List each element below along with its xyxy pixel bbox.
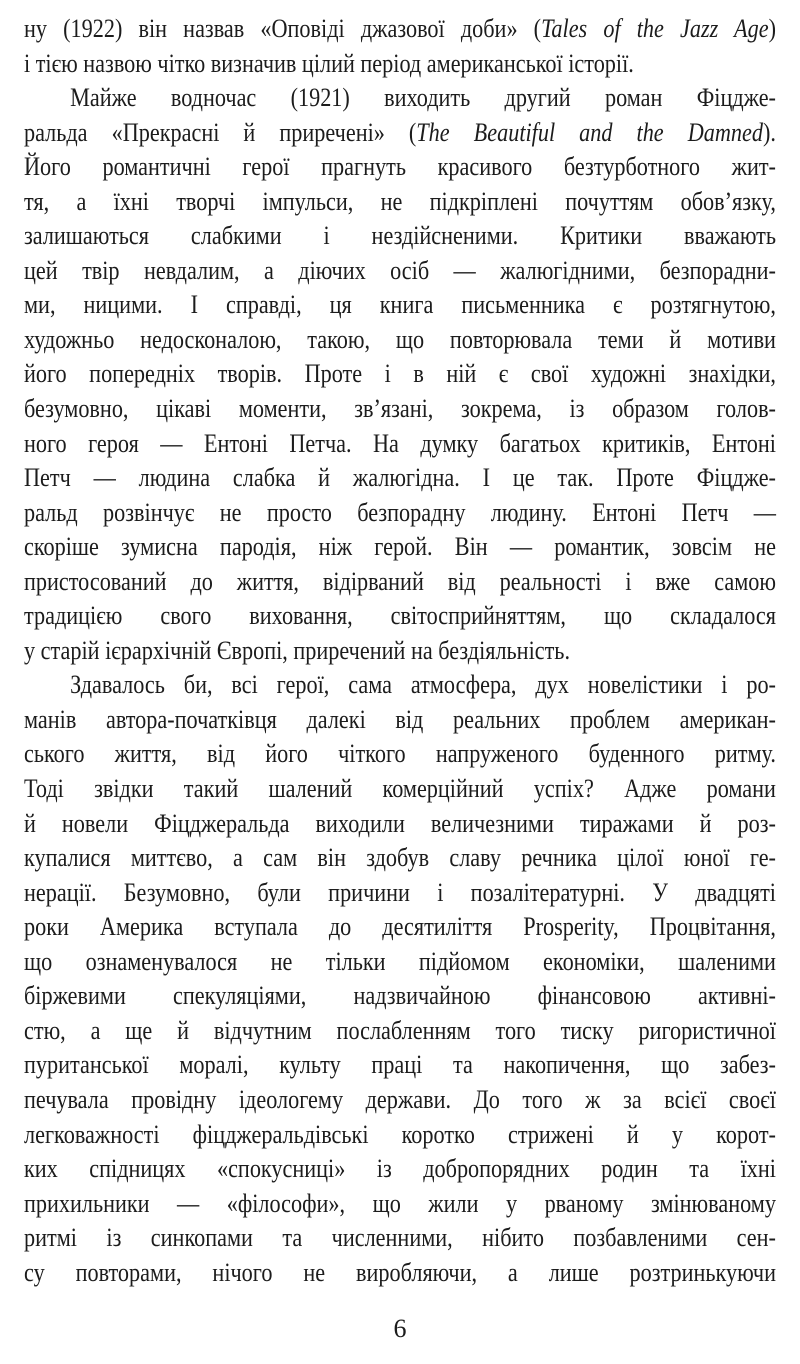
text-segment: Тоді звідки такий шалений комерційний успіх? Адже романи (24, 774, 776, 804)
text-line (24, 910, 776, 945)
text-segment: купалися миттєво, а сам він здобув славу речника цілої юної ге- (24, 843, 776, 873)
text-line (24, 12, 776, 47)
text-segment: Його романтичні герої прагнуть красивого безтурботного жит- (24, 152, 776, 182)
text-line (24, 807, 776, 842)
text-segment: ритмі із синкопами та численними, нібито позбавленими сен- (24, 1223, 776, 1253)
text-line-content (24, 979, 776, 1014)
text-line (24, 1014, 776, 1049)
text-segment: і тією назвою чітко визначив цілий період американської історії. (24, 48, 634, 78)
text-segment: ського життя, від його чіткого напруженого буденного ритму. (24, 739, 776, 769)
text-segment: пристосований до життя, відірваний від реальності і вже самою (24, 566, 776, 596)
text-segment: художньо недосконалою, такою, що повторювала теми й мотиви (24, 324, 776, 354)
text-line-content (24, 116, 776, 151)
text-line (24, 599, 776, 634)
text-line (24, 1118, 776, 1153)
text-line-content (24, 496, 776, 531)
text-line-content (24, 634, 776, 669)
text-line-content (24, 668, 776, 703)
text-segment: пуританської моралі, культу праці та накопичення, що забез- (24, 1050, 776, 1080)
text-line-content (24, 1187, 776, 1222)
text-segment: су повторами, нічого не виробляючи, а лише розтринькуючи (24, 1257, 776, 1287)
text-line-content (24, 357, 776, 392)
text-segment: ми, ницими. І справді, ця книга письменника є розтягнутою, (24, 290, 776, 320)
text-segment: легковажності фіцджеральдівські коротко стрижені й у корот- (24, 1119, 776, 1149)
text-segment: безумовно, цікаві моменти, зв’язані, зокрема, із образом голов- (24, 394, 776, 424)
text-line-content (24, 12, 776, 47)
text-segment: ральд розвінчує не просто безпорадну людину. Ентоні Петч — (24, 497, 776, 527)
text-line (24, 323, 776, 358)
text-line (24, 461, 776, 496)
text-line (24, 1221, 776, 1256)
text-line (24, 703, 776, 738)
text-line-content (24, 910, 776, 945)
body-text (24, 12, 776, 1290)
text-line-content (24, 47, 776, 82)
text-segment: біржевими спекуляціями, надзвичайною фінансовою активні- (24, 981, 776, 1011)
text-line-content (24, 288, 776, 323)
text-line (24, 116, 776, 151)
text-line-content (24, 772, 776, 807)
text-line-content (24, 254, 776, 289)
text-line-content (24, 737, 776, 772)
text-line (24, 185, 776, 220)
text-line (24, 772, 776, 807)
text-line (24, 219, 776, 254)
text-line (24, 81, 776, 116)
text-line-content (24, 392, 776, 427)
text-line-content (24, 1256, 776, 1291)
text-line (24, 496, 776, 531)
text-segment: у старій ієрархічній Європі, приречений на бездіяльність. (24, 635, 570, 665)
text-line-content (24, 1152, 776, 1187)
text-line-content (24, 703, 776, 738)
text-line (24, 979, 776, 1014)
text-segment: цей твір невдалим, а діючих осіб — жалюгідними, безпорадни- (24, 255, 776, 285)
text-line (24, 530, 776, 565)
text-line-content (24, 185, 776, 220)
text-segment: ну (1922) він назвав «Оповіді джазової доби» ( (24, 14, 542, 43)
text-line-content (24, 599, 776, 634)
text-segment: що ознаменувалося не тільки підйомом економіки, шаленими (24, 946, 776, 976)
text-segment: ного героя — Ентоні Петча. На думку багатьох критиків, Ентоні (24, 428, 776, 458)
text-line-content (24, 841, 776, 876)
text-line (24, 841, 776, 876)
text-segment: нерації. Безумовно, були причини і позалітературні. У двадцяті (24, 877, 776, 907)
text-segment: манів автора-початківця далекі від реальних проблем американ- (24, 704, 776, 734)
text-line (24, 668, 776, 703)
text-line (24, 150, 776, 185)
text-line-content (24, 1048, 776, 1083)
text-line (24, 876, 776, 911)
text-segment: скоріше зумисна пародія, ніж герой. Він — романтик, зовсім не (24, 532, 776, 562)
text-line (24, 1152, 776, 1187)
text-segment: стю, а ще й відчутним послабленням того тиску ригористичної (24, 1015, 776, 1045)
text-segment: ральда «Прекрасні й приречені» ( (24, 117, 417, 147)
text-line (24, 1187, 776, 1222)
text-line-content (24, 1014, 776, 1049)
text-segment: ких спідницях «спокусниці» із добропорядних родин та їхні (24, 1154, 776, 1184)
text-segment: ) (768, 14, 776, 43)
text-line-content (24, 219, 776, 254)
text-segment: Майже водночас (1921) виходить другий роман Фіцдже- (70, 83, 776, 113)
text-line-content (24, 1118, 776, 1153)
text-line-content (24, 1083, 776, 1118)
text-segment: залишаються слабкими і нездійсненими. Критики вважають (24, 221, 776, 251)
text-line (24, 634, 776, 669)
text-line (24, 47, 776, 82)
text-line (24, 1256, 776, 1291)
text-line (24, 357, 776, 392)
text-line (24, 945, 776, 980)
text-line-content (24, 427, 776, 462)
text-line (24, 392, 776, 427)
text-line (24, 1048, 776, 1083)
text-segment: Петч — людина слабка й жалюгідна. І це так. Проте Фіцдже- (24, 463, 776, 493)
text-line-content (24, 807, 776, 842)
italic-title: The Beautiful and the Damned (416, 117, 763, 147)
text-line (24, 737, 776, 772)
text-segment: його попередніх творів. Проте і в ній є свої художні знахідки, (24, 359, 776, 389)
text-segment: традицією свого виховання, світосприйняттям, що складалося (24, 601, 776, 631)
text-line-content (24, 323, 776, 358)
italic-title: Tales of the Jazz Age (541, 14, 769, 43)
text-line (24, 1083, 776, 1118)
text-line (24, 427, 776, 462)
text-line-content (24, 81, 776, 116)
text-line-content (24, 565, 776, 600)
page-number: 6 (393, 1314, 407, 1343)
text-segment: й новели Фіцджеральда виходили величезними тиражами й роз- (24, 808, 776, 838)
text-segment: Здавалось би, всі герої, сама атмосфера, дух новелістики і ро- (70, 670, 776, 700)
text-line (24, 565, 776, 600)
text-segment: тя, а їхні творчі імпульси, не підкріплені почуттям обов’язку, (24, 186, 776, 216)
text-segment: печувала провідну ідеологему держави. До того ж за всієї своєї (24, 1084, 776, 1114)
text-line-content (24, 876, 776, 911)
text-line (24, 254, 776, 289)
text-line-content (24, 461, 776, 496)
text-line-content (24, 530, 776, 565)
text-line-content (24, 1221, 776, 1256)
text-line-content (24, 945, 776, 980)
text-line-content (24, 150, 776, 185)
text-segment: ). (762, 117, 776, 147)
text-line (24, 288, 776, 323)
text-segment: прихильники — «філософи», що жили у рваному змінюваному (24, 1188, 776, 1218)
text-segment: роки Америка вступала до десятиліття Prosperity, Процвітання, (24, 912, 776, 942)
